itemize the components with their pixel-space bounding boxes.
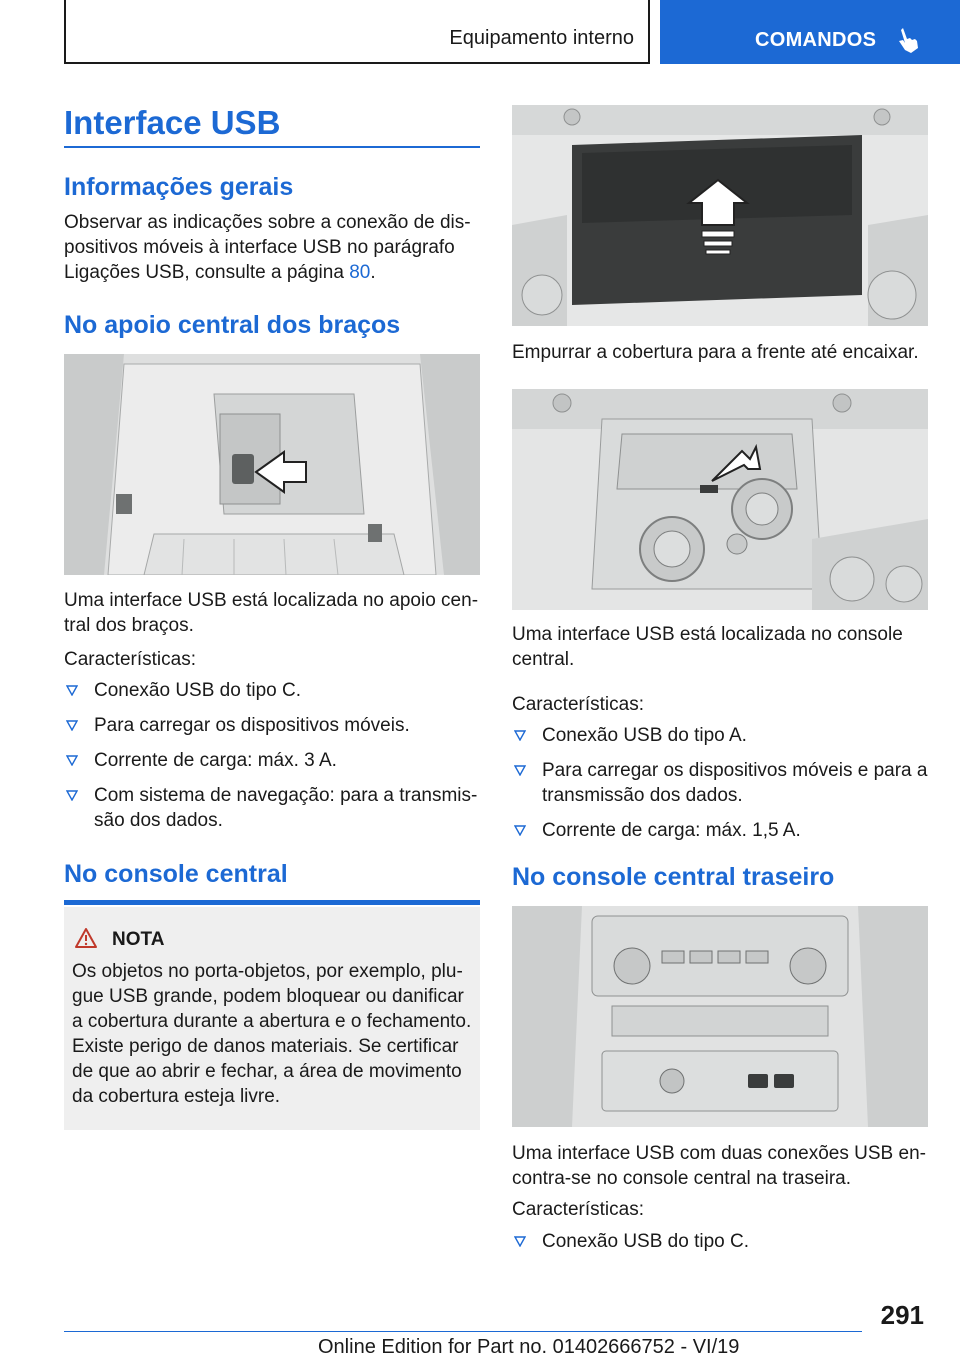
armrest-features-list bbox=[64, 678, 480, 843]
note-box bbox=[64, 907, 480, 1130]
rear-caption: Uma interface USB com duas conexões USB encontra-se no console central na traseira. bbox=[512, 1143, 926, 1189]
header-chapter-label: COMANDOS bbox=[755, 29, 877, 51]
edition-footer: Online Edition for Part no. 01402666752 - VI/19 bbox=[318, 1336, 740, 1358]
list-item-text: Corrente de carga: máx. 1,5 A. bbox=[542, 820, 801, 841]
list-item bbox=[512, 723, 928, 748]
console-photo bbox=[512, 389, 928, 610]
general-text-end: . bbox=[370, 262, 376, 283]
list-item bbox=[64, 713, 480, 738]
page-link[interactable]: 80 bbox=[349, 262, 371, 283]
list-item bbox=[64, 783, 480, 833]
header-chapter-tab bbox=[660, 0, 960, 64]
general-text bbox=[64, 210, 480, 285]
list-item-text: Corrente de carga: máx. 3 A. bbox=[94, 750, 337, 771]
triangle-bullet-icon bbox=[66, 685, 78, 696]
armrest-caption: Uma interface USB está localizada no apoio central dos braços. bbox=[64, 590, 479, 636]
triangle-bullet-icon bbox=[514, 765, 526, 776]
list-item-text: Conexão USB do tipo C. bbox=[94, 680, 302, 701]
armrest-features-label: Características: bbox=[64, 649, 196, 670]
heading-armrest: No apoio central dos braços bbox=[64, 311, 401, 339]
general-text-body: Observar as indicações sobre a conexão de dispositivos móveis à interface USB no parágrafo Ligações USB, consulte a página bbox=[64, 212, 471, 283]
header-section-box bbox=[64, 0, 650, 64]
list-item bbox=[512, 1229, 928, 1254]
console-features-list bbox=[512, 723, 928, 853]
page-number: 291 bbox=[880, 1300, 924, 1330]
heading-general: Informações gerais bbox=[64, 173, 294, 201]
note-label: NOTA bbox=[112, 929, 165, 950]
cover-photo bbox=[512, 105, 928, 326]
list-item-text: Conexão USB do tipo A. bbox=[542, 725, 747, 746]
title-underline bbox=[64, 146, 480, 148]
rear-features-label: Características: bbox=[512, 1199, 644, 1220]
cover-caption: Empurrar a cobertura para a frente até encaixar. bbox=[512, 342, 919, 363]
triangle-bullet-icon bbox=[66, 720, 78, 731]
heading-rule bbox=[64, 900, 480, 905]
list-item-text: Para carregar os dispositivos móveis e para a transmissão dos dados. bbox=[542, 760, 928, 806]
rear-features-list bbox=[512, 1229, 928, 1264]
triangle-bullet-icon bbox=[514, 730, 526, 741]
heading-rear-console: No console central traseiro bbox=[512, 863, 835, 891]
triangle-bullet-icon bbox=[514, 1236, 526, 1247]
triangle-bullet-icon bbox=[514, 825, 526, 836]
hand-pointer-icon bbox=[896, 26, 922, 54]
list-item bbox=[512, 758, 928, 808]
page-title: Interface USB bbox=[64, 104, 281, 141]
console-caption: Uma interface USB está localizada no console central. bbox=[512, 624, 903, 670]
list-item bbox=[512, 818, 928, 843]
armrest-photo bbox=[64, 354, 480, 575]
footer-rule bbox=[64, 1331, 862, 1332]
list-item-text: Para carregar os dispositivos móveis. bbox=[94, 715, 410, 736]
header-section-title: Equipamento interno bbox=[449, 27, 634, 49]
triangle-bullet-icon bbox=[66, 790, 78, 801]
list-item-text: Conexão USB do tipo C. bbox=[542, 1231, 750, 1252]
console-features-label: Características: bbox=[512, 694, 644, 715]
rear-console-photo bbox=[512, 906, 928, 1127]
list-item bbox=[64, 678, 480, 703]
list-item bbox=[64, 748, 480, 773]
triangle-bullet-icon bbox=[66, 755, 78, 766]
note-text: Os objetos no porta-objetos, por exemplo, plugue USB grande, podem bloquear ou danificar a cobertura durante a abertura e o fechamento. Existe perigo de danos materiais. Se certificar de que ao abrir e fechar, a área de movimento da cobertura esteja livre. bbox=[72, 961, 472, 1107]
heading-console: No console central bbox=[64, 860, 288, 888]
list-item-text: Com sistema de navegação: para a transmissão dos dados. bbox=[94, 785, 478, 831]
warning-triangle-icon bbox=[74, 927, 98, 949]
